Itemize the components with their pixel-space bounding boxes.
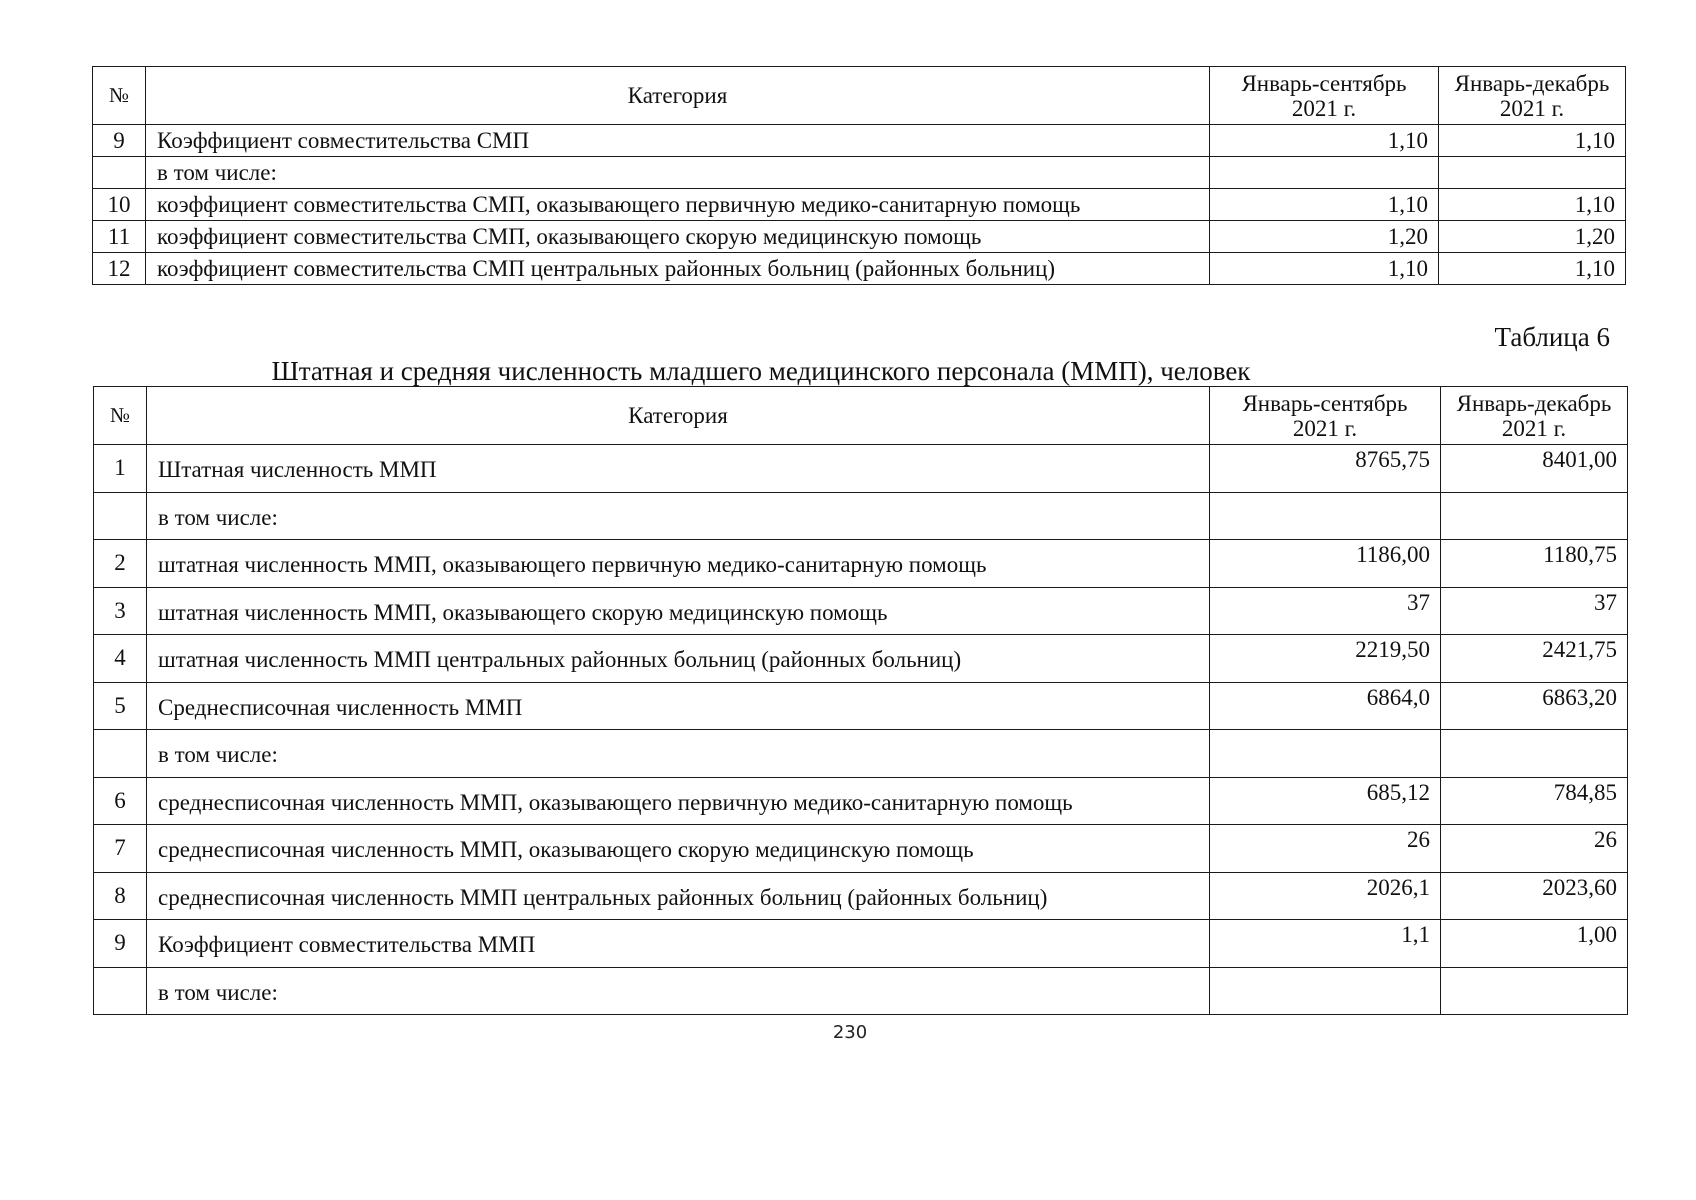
row-number <box>94 730 147 778</box>
row-value-jan-sep: 1,10 <box>1210 125 1439 157</box>
row-number: 11 <box>93 221 146 253</box>
header-number: № <box>94 387 147 445</box>
row-value-jan-sep: 26 <box>1210 825 1441 873</box>
row-value-jan-dec <box>1441 492 1628 540</box>
row-value-jan-sep <box>1210 967 1441 1015</box>
row-number: 3 <box>94 587 147 635</box>
row-category: Штатная численность ММП <box>147 445 1210 493</box>
table-title: Штатная и средняя численность младшего медицинского персонала (ММП), человек <box>271 356 1251 386</box>
table-row <box>94 967 1628 1015</box>
header-jan-sep: Январь-сентябрь 2021 г. <box>1210 67 1439 125</box>
staffing-table-mmp <box>93 386 1628 1015</box>
row-value-jan-dec: 6863,20 <box>1441 682 1628 730</box>
header-number: № <box>93 67 146 125</box>
table-row <box>94 492 1628 540</box>
row-number <box>94 492 147 540</box>
row-value-jan-dec: 2421,75 <box>1441 635 1628 683</box>
table-row <box>94 635 1628 683</box>
row-number: 9 <box>94 920 147 968</box>
row-value-jan-sep <box>1210 157 1439 189</box>
row-value-jan-sep: 1,20 <box>1210 221 1439 253</box>
table-header-row <box>94 387 1628 445</box>
row-category: в том числе: <box>147 967 1210 1015</box>
row-value-jan-dec: 1,20 <box>1439 221 1626 253</box>
coefficient-table-smp <box>92 66 1626 285</box>
header-jan-sep: Январь-сентябрь 2021 г. <box>1210 387 1441 445</box>
row-category: Коэффициент совместительства ММП <box>147 920 1210 968</box>
table-row <box>93 125 1626 157</box>
page-number: 230 <box>832 1022 868 1043</box>
row-category: коэффициент совместительства СМП, оказывающего скорую медицинскую помощь <box>146 221 1210 253</box>
table-row <box>94 872 1628 920</box>
row-value-jan-sep: 2026,1 <box>1210 872 1441 920</box>
row-value-jan-dec: 37 <box>1441 587 1628 635</box>
row-value-jan-sep: 6864,0 <box>1210 682 1441 730</box>
table-row <box>94 825 1628 873</box>
row-value-jan-sep: 685,12 <box>1210 777 1441 825</box>
row-category: Коэффициент совместительства СМП <box>146 125 1210 157</box>
row-value-jan-dec: 1,10 <box>1439 189 1626 221</box>
row-value-jan-sep <box>1210 730 1441 778</box>
row-value-jan-dec: 8401,00 <box>1441 445 1628 493</box>
row-value-jan-dec: 1,00 <box>1441 920 1628 968</box>
row-value-jan-dec: 1,10 <box>1439 125 1626 157</box>
header-category: Категория <box>146 67 1210 125</box>
row-category: Среднесписочная численность ММП <box>147 682 1210 730</box>
table-row <box>94 540 1628 588</box>
row-category: среднесписочная численность ММП, оказывающего скорую медицинскую помощь <box>147 825 1210 873</box>
row-category: среднесписочная численность ММП, оказывающего первичную медико-санитарную помощь <box>147 777 1210 825</box>
table-row <box>94 682 1628 730</box>
row-number: 9 <box>93 125 146 157</box>
row-category: коэффициент совместительства СМП центральных районных больниц (районных больниц) <box>146 253 1210 285</box>
row-number <box>94 967 147 1015</box>
row-number: 12 <box>93 253 146 285</box>
row-number: 4 <box>94 635 147 683</box>
row-number: 6 <box>94 777 147 825</box>
table-row <box>93 253 1626 285</box>
table-row <box>94 445 1628 493</box>
row-value-jan-sep: 1,1 <box>1210 920 1441 968</box>
row-category: коэффициент совместительства СМП, оказывающего первичную медико-санитарную помощь <box>146 189 1210 221</box>
header-category: Категория <box>147 387 1210 445</box>
row-value-jan-sep: 1,10 <box>1210 189 1439 221</box>
row-category: среднесписочная численность ММП центральных районных больниц (районных больниц) <box>147 872 1210 920</box>
row-value-jan-dec: 1,10 <box>1439 253 1626 285</box>
row-number: 7 <box>94 825 147 873</box>
row-value-jan-dec: 1180,75 <box>1441 540 1628 588</box>
row-value-jan-dec: 784,85 <box>1441 777 1628 825</box>
row-category: штатная численность ММП центральных районных больниц (районных больниц) <box>147 635 1210 683</box>
row-category: штатная численность ММП, оказывающего скорую медицинскую помощь <box>147 587 1210 635</box>
table-row <box>93 157 1626 189</box>
row-value-jan-dec <box>1439 157 1626 189</box>
row-number: 5 <box>94 682 147 730</box>
header-jan-dec: Январь-декабрь 2021 г. <box>1439 67 1626 125</box>
row-value-jan-sep: 2219,50 <box>1210 635 1441 683</box>
header-jan-dec: Январь-декабрь 2021 г. <box>1441 387 1628 445</box>
row-value-jan-dec <box>1441 967 1628 1015</box>
row-category: в том числе: <box>147 492 1210 540</box>
row-value-jan-sep: 1,10 <box>1210 253 1439 285</box>
row-number: 2 <box>94 540 147 588</box>
row-value-jan-sep: 1186,00 <box>1210 540 1441 588</box>
row-category: в том числе: <box>147 730 1210 778</box>
table-row <box>94 777 1628 825</box>
row-value-jan-sep <box>1210 492 1441 540</box>
row-number <box>93 157 146 189</box>
table-row <box>93 189 1626 221</box>
row-value-jan-sep: 8765,75 <box>1210 445 1441 493</box>
table-row <box>94 920 1628 968</box>
row-category: штатная численность ММП, оказывающего первичную медико-санитарную помощь <box>147 540 1210 588</box>
row-value-jan-sep: 37 <box>1210 587 1441 635</box>
row-category: в том числе: <box>146 157 1210 189</box>
table-label: Таблица 6 <box>1494 322 1610 352</box>
row-value-jan-dec: 26 <box>1441 825 1628 873</box>
row-value-jan-dec <box>1441 730 1628 778</box>
row-number: 1 <box>94 445 147 493</box>
table-row <box>94 587 1628 635</box>
row-number: 10 <box>93 189 146 221</box>
row-number: 8 <box>94 872 147 920</box>
table-row <box>94 730 1628 778</box>
table-row <box>93 221 1626 253</box>
row-value-jan-dec: 2023,60 <box>1441 872 1628 920</box>
table-header-row <box>93 67 1626 125</box>
